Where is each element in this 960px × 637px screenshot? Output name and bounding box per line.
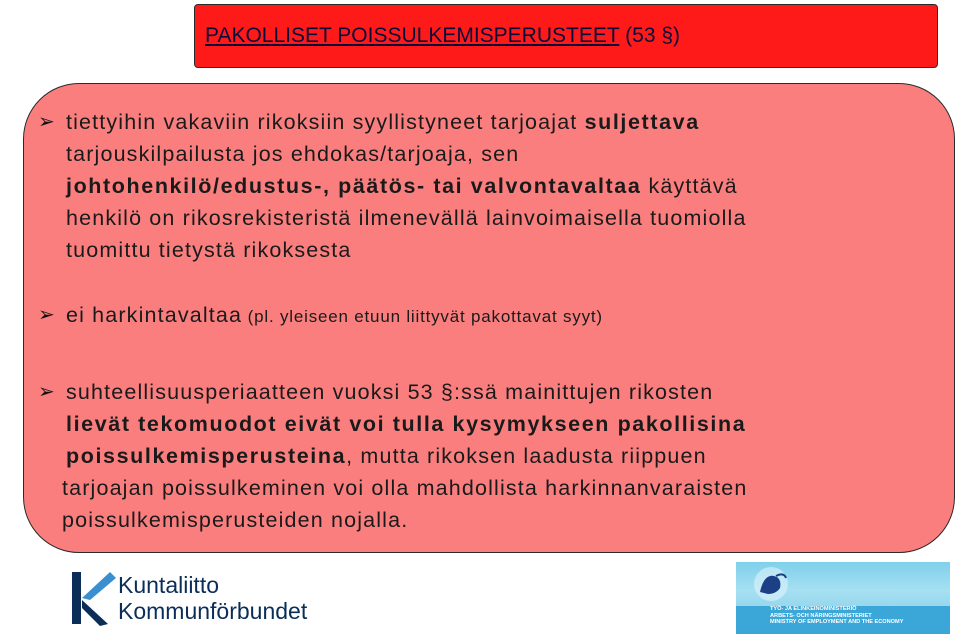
kuntaliitto-mark-icon bbox=[70, 568, 116, 628]
lion-emblem-icon bbox=[746, 564, 796, 604]
bullet-1-line-4: henkilö on rikosrekisteristä ilmenevällä lainvoimaisella tuomiolla bbox=[66, 206, 747, 230]
title-main: PAKOLLISET POISSULKEMISPERUSTEET bbox=[205, 24, 620, 47]
bullet-1-line-5: tuomittu tietystä rikoksesta bbox=[66, 238, 352, 262]
title-paren: (53 §) bbox=[625, 24, 681, 47]
bullet-1-line-2: tarjouskilpailusta jos ehdokas/tarjoaja, sen bbox=[66, 142, 520, 166]
title-banner bbox=[194, 4, 938, 68]
kuntaliitto-logo bbox=[70, 568, 310, 634]
ministry-logo bbox=[736, 562, 950, 634]
bullet-arrow-icon: ➢ bbox=[38, 111, 55, 133]
bullet-arrow-icon: ➢ bbox=[38, 381, 55, 403]
bullet-1-line-3: johtohenkilö/edustus-, päätös- tai valvontavaltaa käyttävä bbox=[66, 174, 738, 198]
kuntaliitto-wordmark: Kuntaliitto Kommunförbundet bbox=[118, 572, 308, 624]
bullet-3-line-2: lievät tekomuodot eivät voi tulla kysymykseen pakollisina bbox=[66, 412, 747, 436]
bullet-arrow-icon: ➢ bbox=[38, 304, 55, 326]
slide-title bbox=[205, 24, 680, 48]
bullet-3-line-5: poissulkemisperusteiden nojalla. bbox=[62, 508, 409, 532]
ministry-name: TYÖ- JA ELINKEINOMINISTERIÖ ARBETS- OCH NÄRINGSMINISTERIET MINISTRY OF EMPLOYMENT AND THE ECONOMY bbox=[770, 606, 904, 625]
bullet-1-line-1: tiettyihin vakaviin rikoksiin syyllistyneet tarjoajat suljettava bbox=[66, 110, 700, 134]
bullet-3-line-4: tarjoajan poissulkeminen voi olla mahdollista harkinnanvaraisten bbox=[62, 476, 748, 500]
bullet-2-line-1: ei harkintavaltaa (pl. yleiseen etuun liittyvät pakottavat syyt) bbox=[66, 303, 603, 327]
bullet-3-line-3: poissulkemisperusteina, mutta rikoksen laadusta riippuen bbox=[66, 444, 707, 468]
bullet-3-line-1: suhteellisuusperiaatteen vuoksi 53 §:ssä mainittujen rikosten bbox=[66, 380, 714, 404]
